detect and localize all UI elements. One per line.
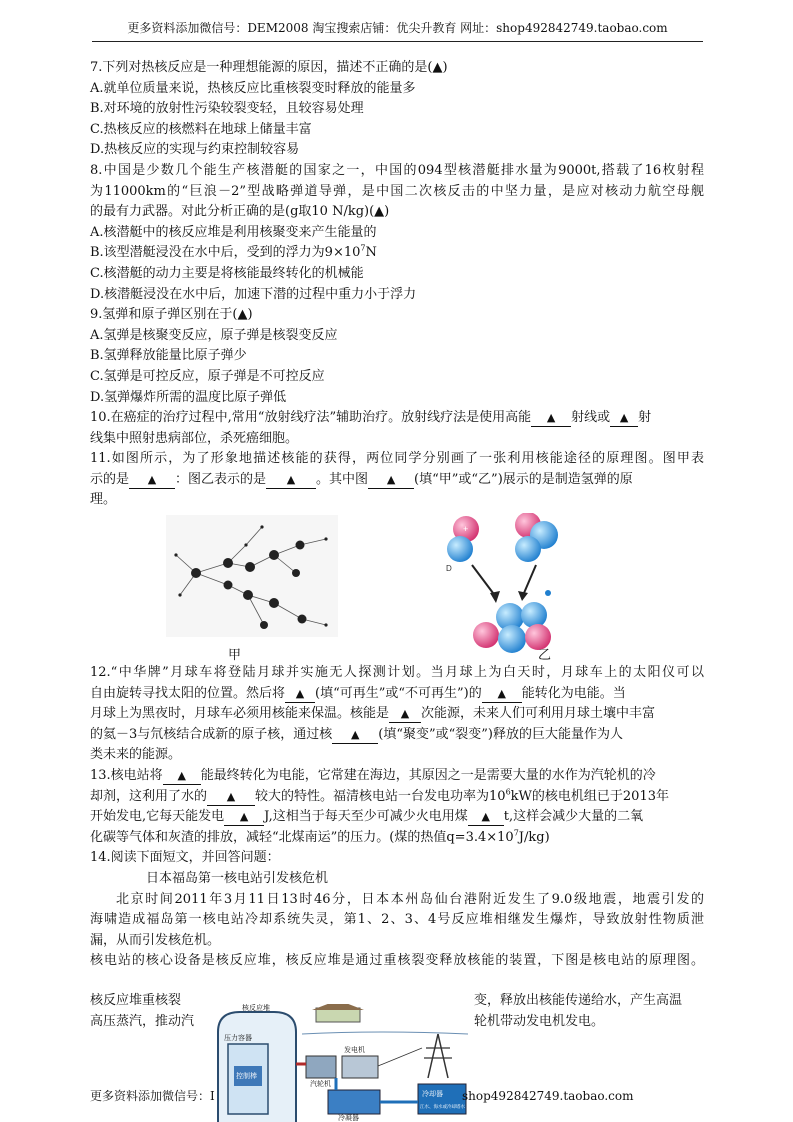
q11-text-4: (填“甲”或“乙”)展示的是制造氢弹的原 xyxy=(414,471,633,487)
page-footer-left: 更多资料添加微信号：I xyxy=(90,1089,215,1103)
q13-blank-3[interactable]: ▲ xyxy=(224,809,264,826)
q14-para1-line1: 北京时间2011年3月11日13时46分，日本本州岛仙台港附近发生了9.0级地震，地震引发的 xyxy=(116,891,704,907)
q12-line1: 12.“中华牌”月球车将登陆月球并实施无人探测计划。当月球上为白天时，月球车上的太阳仪可以 xyxy=(90,665,704,681)
q11-line1: 11.如图所示，为了形象地描述核能的获得，两位同学分别画了一张利用核能途径的原理图。图甲表 xyxy=(90,451,704,467)
label-control-rod: 控制棒 xyxy=(236,1072,257,1080)
q12-blank-2[interactable]: ▲ xyxy=(482,686,522,703)
q14-stem: 14.阅读下面短文，并回答问题： xyxy=(90,850,280,866)
label-cooling: 冷却器 xyxy=(422,1090,443,1098)
q13-text-9: 化碳等气体和灰渣的排放，减轻“北煤南运”的压力。(煤的热值q=3.4×10 xyxy=(90,829,514,845)
q12-line2 xyxy=(90,684,704,705)
q13-blank-4[interactable]: ▲ xyxy=(468,809,504,826)
q10-blank-2[interactable]: ▲ xyxy=(610,410,638,427)
q12-text-5: 次能源，未来人们可利用月球土壤中丰富 xyxy=(421,706,656,722)
q11-blank-1[interactable]: ▲ xyxy=(129,472,175,489)
q10-line1 xyxy=(90,408,704,429)
plus-sign: + xyxy=(463,524,469,535)
q14-para2-line1: 核电站的核心设备是核反应堆，核反应堆是通过重核裂变释放核能的装置，下图是核电站的原理图。 xyxy=(90,953,704,969)
q12-blank-3[interactable]: ▲ xyxy=(389,706,421,723)
q7-stem: 7.下列对热核反应是一种理想能源的原因，描述不正确的是(▲) xyxy=(90,60,448,75)
q13-text-4: 较大的特性。福清核电站一台发电功率为10 xyxy=(255,788,506,804)
q13-heat-exponent: 7 xyxy=(513,828,519,838)
q12-text-4: 月球上为黑夜时，月球车必须用核能来保温。核能是 xyxy=(90,706,390,722)
q12-text-2: (填“可再生”或“不可再生”)的 xyxy=(315,685,482,701)
q13-text-6: 开始发电,它每天能发电 xyxy=(90,809,225,825)
q7-option-c: C.热核反应的核燃料在地球上储量丰富 xyxy=(90,121,312,137)
q13-text-3: 却剂，这利用了水的 xyxy=(90,788,208,804)
q14-para2-line2-left: 核反应堆重核裂 xyxy=(90,993,182,1008)
q11-text-1: 示的是 xyxy=(90,471,130,487)
q14-para1-line3: 漏，从而引发核危机。 xyxy=(90,932,221,948)
q13-line2 xyxy=(90,787,704,808)
q11-line3: 理。 xyxy=(90,492,117,508)
q8-option-b-exponent: 7 xyxy=(360,244,366,254)
q8-option-b xyxy=(90,243,704,264)
q12-blank-4[interactable]: ▲ xyxy=(332,727,378,744)
q8-option-b-unit: N xyxy=(365,245,377,261)
q8-option-a: A.核潜艇中的核反应堆是利用核聚变来产生能量的 xyxy=(90,224,377,240)
figure-jia-caption: 甲 xyxy=(228,648,242,664)
q12-text-6: 的氦－3与氘核结合成新的原子核，通过核 xyxy=(90,726,333,742)
q13-blank-1[interactable]: ▲ xyxy=(163,768,201,785)
q7-option-a: A.就单位质量来说，热核反应比重核裂变时释放的能量多 xyxy=(90,80,416,96)
q11-line2 xyxy=(90,470,704,491)
q12-text-7: (填“聚变”或“裂变”)释放的巨大能量作为人 xyxy=(378,726,624,742)
q13-text-1: 13.核电站将 xyxy=(90,768,163,784)
q7-option-d: D.热核反应的实现与约束控制较容易 xyxy=(90,142,300,158)
label-cooling-note: 江水、海水或冷却塔水 xyxy=(420,1105,465,1110)
q9-option-c: C.氢弹是可控反应，原子弹是不可控反应 xyxy=(90,368,325,384)
q13-text-2: 能最终转化为电能，它常建在海边，其原因之一是需要大量的水作为汽轮机的冷 xyxy=(200,768,656,784)
q10-text-2: 射线或 xyxy=(571,410,611,426)
q12-text-1: 自由旋转寻找太阳的位置。然后将 xyxy=(90,685,286,701)
fission-chain-diagram xyxy=(166,515,338,637)
label-pressure-vessel: 压力容器 xyxy=(224,1034,252,1042)
q10-text-1: 10.在癌症的治疗过程中,常用“放射线疗法”辅助治疗。放射线疗法是使用高能 xyxy=(90,410,532,426)
q9-option-d: D.氢弹爆炸所需的温度比原子弹低 xyxy=(90,389,287,405)
q13-text-8: t,这样会减少大量的二氧 xyxy=(503,809,644,825)
q13-text-10: J/kg) xyxy=(518,829,550,845)
fission-fusion-figures xyxy=(90,511,704,663)
q8-stem-line1: 8.中国是少数几个能生产核潜艇的国家之一，中国的094型核潜艇排水量为9000t,搭载了16枚射程 xyxy=(90,162,704,178)
q7-option-b: B.对环境的放射性污染较裂变轻，且较容易处理 xyxy=(90,101,364,117)
q8-option-b-text: B.该型潜艇浸没在水中后，受到的浮力为9×10 xyxy=(90,245,361,261)
q11-text-3: 。其中图 xyxy=(316,471,369,487)
q10-text-3: 射 xyxy=(638,410,652,426)
page-footer-right: shop492842749.taobao.com xyxy=(462,1089,634,1103)
question-content xyxy=(90,58,704,972)
page-header: 更多资料添加微信号：DEM2008 淘宝搜索店铺：优尖升教育 网址：shop492842749.taobao.com xyxy=(127,21,668,35)
q12-blank-1[interactable]: ▲ xyxy=(285,686,315,703)
q12-text-3: 能转化为电能。当 xyxy=(521,685,626,701)
q13-line1 xyxy=(90,766,704,787)
q14-para2-line3-right: 轮机带动发电机发电。 xyxy=(474,1014,605,1029)
q9-stem: 9.氢弹和原子弹区别在于(▲) xyxy=(90,307,253,323)
q14-passage-title: 日本福岛第一核电站引发核危机 xyxy=(146,871,329,886)
q8-option-d: D.核潜艇浸没在水中后，加速下潜的过程中重力小于浮力 xyxy=(90,286,417,302)
label-turbine: 汽轮机 xyxy=(310,1080,331,1088)
q13-line4 xyxy=(90,828,704,849)
q13-power-exponent: 6 xyxy=(505,787,511,797)
nuclear-plant-diagram xyxy=(210,1004,472,1122)
q14-para2-line2-right: 变，释放出核能传递给水，产生高温 xyxy=(474,993,683,1008)
q9-option-a: A.氢弹是核聚变反应，原子弹是核裂变反应 xyxy=(90,327,338,343)
label-generator: 发电机 xyxy=(344,1046,365,1054)
q14-para1-line2: 海啸造成福岛第一核电站冷却系统失灵，第1、2、3、4号反应堆相继发生爆炸，导致放射性物质泄 xyxy=(90,912,704,928)
q13-text-7: J,这相当于每天至少可减少火电用煤 xyxy=(264,809,468,825)
q9-option-b: B.氢弹释放能量比原子弹少 xyxy=(90,348,247,364)
q8-stem-line3: 的最有力武器。对此分析正确的是(g取10 N/kg)(▲) xyxy=(90,204,390,220)
q12-line3 xyxy=(90,704,704,725)
q8-option-c: C.核潜艇的动力主要是将核能最终转化的机械能 xyxy=(90,265,364,281)
q13-blank-2[interactable]: ▲ xyxy=(207,789,255,806)
q14-para2-line3-left: 高压蒸汽，推动汽 xyxy=(90,1014,195,1029)
q13-text-5: kW的核电机组已于2013年 xyxy=(510,788,669,804)
q10-line2: 线集中照射患病部位，杀死癌细胞。 xyxy=(90,430,299,446)
fusion-diagram xyxy=(438,513,588,663)
q11-blank-2[interactable]: ▲ xyxy=(266,472,316,489)
label-reactor: 核反应堆 xyxy=(242,1004,270,1012)
header-divider xyxy=(92,41,703,42)
deuterium-label: D xyxy=(446,564,452,574)
q12-line5: 类未来的能源。 xyxy=(90,747,182,763)
figure-yi-caption: 乙 xyxy=(538,648,552,664)
label-condenser: 冷凝器 xyxy=(338,1114,359,1122)
q11-text-2: ：图乙表示的是 xyxy=(175,471,267,487)
q13-line3 xyxy=(90,807,704,828)
q8-stem-line2: 为11000km的“巨浪－2”型战略弹道导弹，是中国二次核反击的中坚力量，是应对核动力航空母舰 xyxy=(90,183,704,199)
q12-line4 xyxy=(90,725,704,746)
q10-blank-1[interactable]: ▲ xyxy=(531,410,571,427)
q11-blank-3[interactable]: ▲ xyxy=(368,472,414,489)
